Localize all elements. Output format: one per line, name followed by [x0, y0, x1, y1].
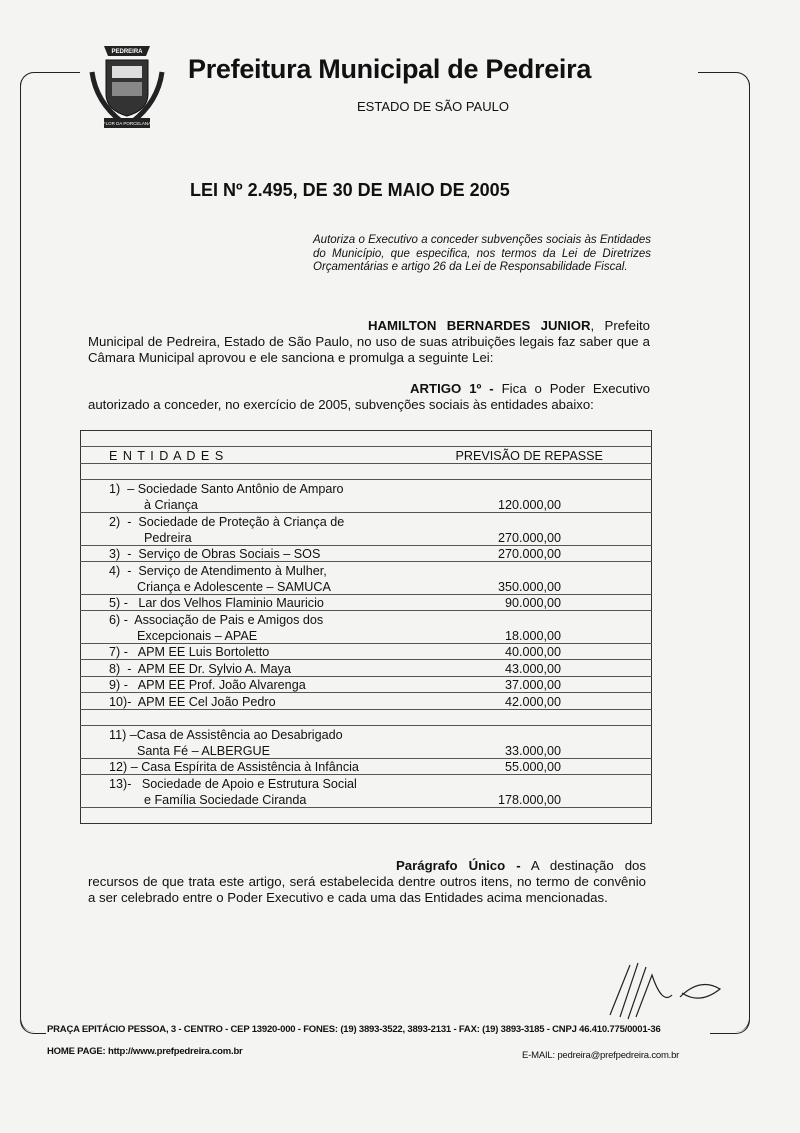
entity-name: 5) - Lar dos Velhos Flaminio Mauricio: [81, 594, 432, 610]
table-row-continuation: [81, 578, 652, 594]
entity-value: [432, 512, 652, 528]
table-row-continuation: [81, 529, 652, 545]
table-row: [81, 644, 652, 660]
table-row: [81, 660, 652, 676]
article-1-label: ARTIGO 1º -: [410, 381, 494, 396]
footer-homepage[interactable]: HOME PAGE: http://www.prefpedreira.com.br: [47, 1046, 243, 1057]
entity-name: 12) – Casa Espírita de Assistência à Infância: [81, 758, 432, 774]
entity-name: 3) - Serviço de Obras Sociais – SOS: [81, 545, 432, 561]
frame-border: [20, 1020, 46, 1034]
entity-name-cont: e Família Sociedade Ciranda: [109, 792, 307, 807]
entity-value: [432, 726, 652, 742]
signature: [600, 955, 730, 1030]
table-row-continuation: [81, 742, 652, 758]
intro-paragraph: [88, 318, 650, 366]
table-row: [81, 676, 652, 692]
table-row-continuation: [81, 496, 652, 512]
header-state: ESTADO DE SÃO PAULO: [357, 99, 509, 114]
entity-value: 40.000,00: [432, 644, 652, 660]
entity-value: 55.000,00: [432, 758, 652, 774]
entity-value: [432, 775, 652, 791]
sole-paragraph-text: A destinação dos recursos de que trata este artigo, será estabelecida dentre outros itens, no termo de convênio a ser celebrado entre o Poder Executivo e cada uma das Entidades acima mencionadas.: [88, 858, 646, 905]
entity-value: 270.000,00: [497, 530, 561, 545]
table-row: [81, 775, 652, 791]
entity-name: 8) - APM EE Dr. Sylvio A. Maya: [81, 660, 432, 676]
entity-value: 120.000,00: [497, 497, 561, 512]
entity-value: 350.000,00: [497, 579, 561, 594]
law-ementa: Autoriza o Executivo a conceder subvenções sociais às Entidades do Município, que especifica, nos termos da Lei de Diretrizes Orçamentárias e artigo 26 da Lei de Responsabilidade Fiscal.: [313, 234, 651, 273]
law-title: LEI Nº 2.495, DE 30 DE MAIO DE 2005: [190, 180, 510, 200]
entity-name: 2) - Sociedade de Proteção à Criança de: [81, 512, 432, 528]
entity-value: 33.000,00: [504, 743, 561, 758]
header-title: Prefeitura Municipal de Pedreira: [188, 54, 592, 84]
svg-text:FLOR DA PORCELANA: FLOR DA PORCELANA: [102, 121, 152, 126]
table-row: [81, 480, 652, 496]
table-row-continuation: [81, 627, 652, 643]
entity-name-cont: Pedreira: [109, 530, 192, 545]
entity-value: [432, 480, 652, 496]
table-row: [81, 594, 652, 610]
entity-value: 178.000,00: [497, 792, 561, 807]
sole-paragraph-label: Parágrafo Único -: [396, 858, 521, 873]
mayor-name: HAMILTON BERNARDES JUNIOR: [368, 318, 591, 333]
col-header-entities: E N T I D A D E S: [81, 447, 432, 463]
entity-name-cont: Excepcionais – APAE: [109, 629, 258, 644]
table-row: [81, 726, 652, 742]
entity-value: 90.000,00: [432, 594, 652, 610]
footer-email[interactable]: E-MAIL: pedreira@prefpedreira.com.br: [522, 1050, 680, 1061]
entity-value: 37.000,00: [432, 676, 652, 692]
table-row: [81, 758, 652, 774]
table-row-blank: [81, 709, 652, 725]
coat-of-arms-logo: [88, 42, 166, 130]
entity-name: 4) - Serviço de Atendimento à Mulher,: [81, 562, 432, 578]
entity-name: 1) – Sociedade Santo Antônio de Amparo: [81, 480, 432, 496]
entity-name: 7) - APM EE Luis Bortoletto: [81, 644, 432, 660]
entity-name: 9) - APM EE Prof. João Alvarenga: [81, 676, 432, 692]
entity-name-cont: Criança e Adolescente – SAMUCA: [109, 579, 331, 594]
table-row: [81, 545, 652, 561]
table-row: [81, 512, 652, 528]
entity-name: 11) –Casa de Assistência ao Desabrigado: [81, 726, 432, 742]
table-row-continuation: [81, 791, 652, 807]
col-header-value: PREVISÃO DE REPASSE: [432, 447, 652, 463]
article-1-text: Fica o Poder Executivo autorizado a conceder, no exercício de 2005, subvenções sociais às entidades abaixo:: [88, 381, 650, 412]
table-row-blank: [81, 807, 652, 823]
entity-value: 42.000,00: [432, 693, 652, 709]
svg-text:PEDREIRA: PEDREIRA: [111, 49, 143, 55]
table-row: [81, 562, 652, 578]
table-row: [81, 611, 652, 627]
table-row: [81, 693, 652, 709]
intro-text: , Prefeito Municipal de Pedreira, Estado de São Paulo, no uso de suas atribuições legais faz saber que a Câmara Municipal aprovou e ele sanciona e promulga a seguinte Lei:: [88, 318, 650, 365]
entity-name-cont: Santa Fé – ALBERGUE: [109, 743, 270, 758]
sole-paragraph: [88, 858, 646, 906]
entity-name: 13)- Sociedade de Apoio e Estrutura Social: [81, 775, 432, 791]
entity-value: [432, 611, 652, 627]
footer-address: PRAÇA EPITÁCIO PESSOA, 3 - CENTRO - CEP 13920-000 - FONES: (19) 3893-3522, 3893-2131 - FAX: (19) 3893-3185 - CNPJ 46.410.775/0001-36: [47, 1024, 661, 1035]
entity-value: 18.000,00: [504, 629, 561, 644]
article-1: [88, 381, 650, 413]
entities-table: [80, 430, 652, 824]
entity-name-cont: à Criança: [109, 497, 198, 512]
entity-value: 270.000,00: [432, 545, 652, 561]
entity-name: 10)- APM EE Cel João Pedro: [81, 693, 432, 709]
entity-name: 6) - Associação de Pais e Amigos dos: [81, 611, 432, 627]
entity-value: [432, 562, 652, 578]
entity-value: 43.000,00: [432, 660, 652, 676]
